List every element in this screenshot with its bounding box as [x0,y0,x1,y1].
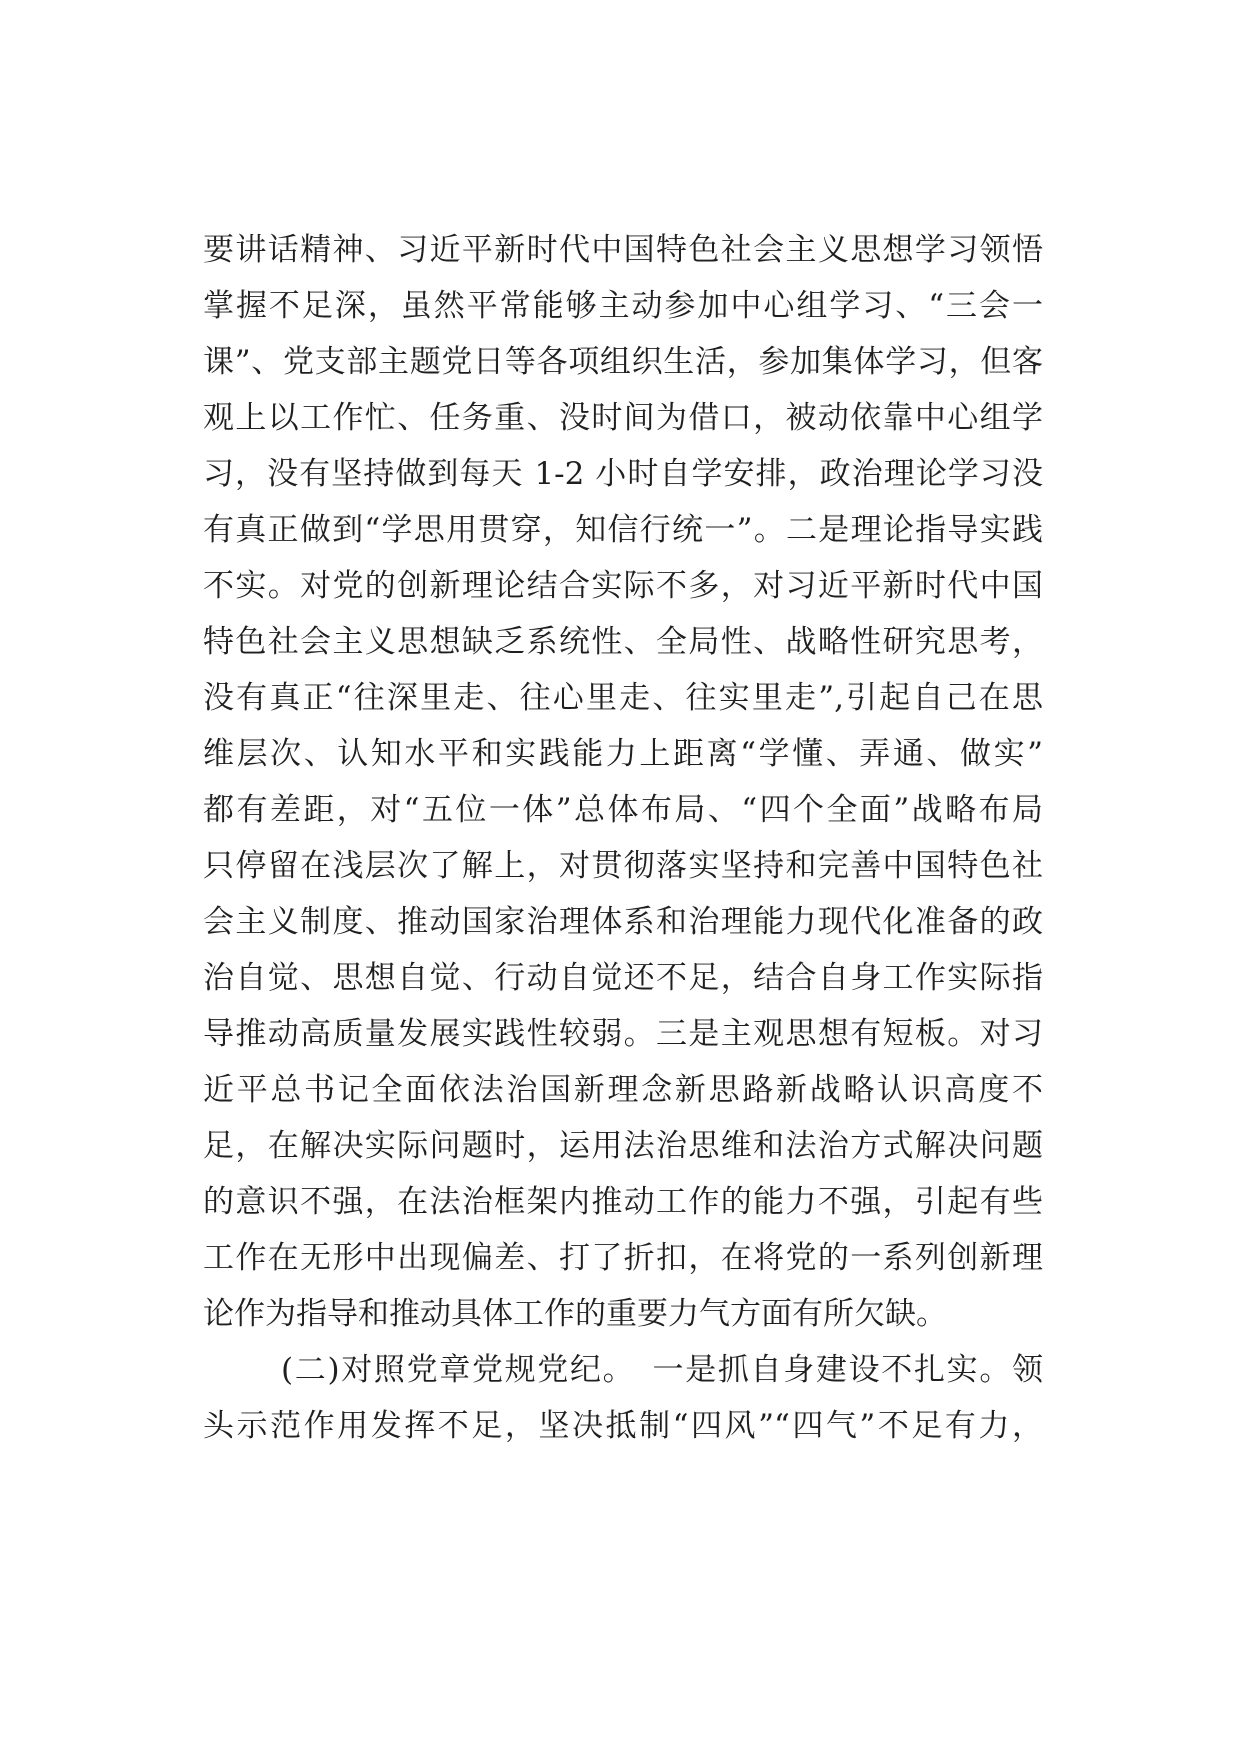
text-line: 导推动高质量发展实践性较弱。三是主观思想有短板。对习 [203,1016,1043,1052]
text-line: 会主义制度、推动国家治理体系和治理能力现代化准备的政 [203,904,1043,940]
text-line: 维层次、认知水平和实践能力上距离“学懂、弄通、做实” [203,736,1043,772]
text-line: 只停留在浅层次了解上，对贯彻落实坚持和完善中国特色社 [203,848,1043,884]
text-line: 的意识不强，在法治框架内推动工作的能力不强，引起有些 [203,1184,1043,1220]
text-line: 近平总书记全面依法治国新理念新思路新战略认识高度不 [203,1072,1043,1108]
text-line: 课”、党支部主题党日等各项组织生活，参加集体学习，但客 [203,344,1043,380]
text-line: 有真正做到“学思用贯穿，知信行统一”。二是理论指导实践 [203,512,1043,548]
text-line: 工作在无形中出现偏差、打了折扣，在将党的一系列创新理 [203,1240,1043,1276]
text-line: 头示范作用发挥不足，坚决抵制“四风”“四气”不足有力， [203,1408,1043,1444]
text-line: 治自觉、思想自觉、行动自觉还不足，结合自身工作实际指 [203,960,1043,996]
text-line: 掌握不足深，虽然平常能够主动参加中心组学习、“三会一 [203,288,1043,324]
text-line: 要讲话精神、习近平新时代中国特色社会主义思想学习领悟 [203,232,1043,268]
body-text [203,222,1043,1454]
text-line: 都有差距，对“五位一体”总体布局、“四个全面”战略布局 [203,792,1043,828]
text-line: 不实。对党的创新理论结合实际不多，对习近平新时代中国 [203,568,1043,604]
text-line: 习，没有坚持做到每天 1-2 小时自学安排，政治理论学习没 [203,456,1043,492]
section-heading-line: (二)对照党章党规党纪。 一是抓自身建设不扎实。领 [281,1352,1043,1388]
text-line: 观上以工作忙、任务重、没时间为借口，被动依靠中心组学 [203,400,1043,436]
text-line: 没有真正“往深里走、往心里走、往实里走”,引起自己在思 [203,680,1043,716]
text-line: 足，在解决实际问题时，运用法治思维和法治方式解决问题 [203,1128,1043,1164]
text-line: 论作为指导和推动具体工作的重要力气方面有所欠缺。 [203,1296,947,1332]
text-line: 特色社会主义思想缺乏系统性、全局性、战略性研究思考， [203,624,1043,660]
